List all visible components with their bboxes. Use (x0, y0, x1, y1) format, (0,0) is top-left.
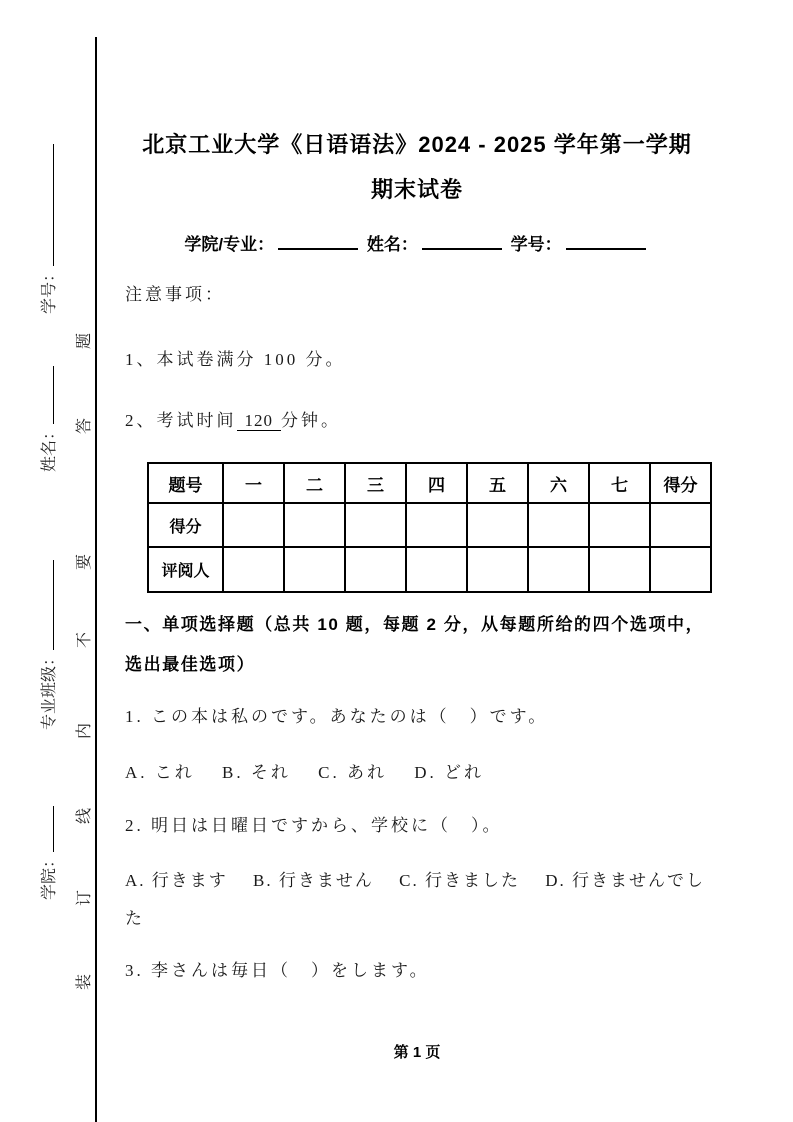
margin-name-blank (36, 366, 54, 424)
reviewer-cell (223, 547, 284, 592)
reviewer-cell (345, 547, 406, 592)
student-info-row (122, 230, 712, 255)
question-2-text: 2. 明日は日曜日ですから、学校に（ ）。 (125, 816, 503, 835)
question-3-text: 3. 李さんは毎日（ ）をします。 (125, 961, 430, 980)
margin-major-class-field (36, 545, 60, 730)
margin-name-label: 姓名： (41, 423, 58, 472)
margin-college-blank (36, 806, 54, 852)
binding-char-ti: 题 (76, 333, 93, 350)
reviewer-cell (650, 547, 711, 592)
binding-char-xian: 线 (76, 808, 93, 825)
score-row-label: 得分 (148, 503, 223, 547)
reviewer-cell (528, 547, 589, 592)
score-table-header-defen: 得分 (650, 463, 711, 503)
score-table (147, 462, 712, 593)
student-id-blank (566, 232, 646, 250)
page-title: 北京工业大学《日语语法》2024 - 2025 学年第一学期 (142, 132, 692, 157)
reviewer-cell (589, 547, 650, 592)
margin-student-id-blank (36, 144, 54, 266)
reviewer-row-label: 评阅人 (148, 547, 223, 592)
score-cell (345, 503, 406, 547)
name-blank (422, 232, 502, 250)
score-table-header-1: 一 (223, 463, 284, 503)
college-major-label: 学院/专业： (184, 235, 275, 254)
notice-item-2 (125, 406, 710, 431)
question-1-options: A. これ B. それ C. あれ D. どれ (125, 763, 484, 782)
binding-char-da: 答 (76, 418, 93, 435)
score-cell (406, 503, 467, 547)
binding-char-yao: 要 (76, 554, 93, 571)
score-table-header-6: 六 (528, 463, 589, 503)
score-table-header-4: 四 (406, 463, 467, 503)
question-2-options-line2: た (125, 909, 145, 928)
section-1-heading-line1: 一、单项选择题（总共 10 题，每题 2 分，从每题所给的四个选项中， (125, 615, 705, 634)
section-1-heading-line2: 选出最佳选项） (125, 655, 256, 674)
margin-student-id-label: 学号： (41, 265, 58, 314)
margin-major-class-label: 专业班级： (41, 649, 58, 730)
name-label: 姓名： (366, 235, 418, 254)
page-subtitle: 期末试卷 (370, 177, 463, 202)
page-number: 第 1 页 (393, 1044, 441, 1061)
score-cell (528, 503, 589, 547)
margin-college-field (36, 794, 60, 900)
score-table-header-3: 三 (345, 463, 406, 503)
reviewer-cell (284, 547, 345, 592)
score-table-header-5: 五 (467, 463, 528, 503)
notice-item-2-suffix: 分钟。 (281, 411, 341, 430)
question-1-text: 1. この本は私のです。あなたのは（ ）です。 (125, 707, 549, 726)
score-cell (589, 503, 650, 547)
score-cell (223, 503, 284, 547)
binding-char-nei: 内 (76, 723, 93, 740)
score-table-header-7: 七 (589, 463, 650, 503)
margin-student-id-field (36, 124, 60, 314)
notice-item-1: 1、本试卷满分 100 分。 (125, 350, 346, 369)
score-cell (650, 503, 711, 547)
binding-char-zhuang: 装 (76, 974, 93, 991)
binding-char-ding: 订 (76, 890, 93, 907)
exam-duration-value: 120 (237, 411, 282, 431)
score-table-header-timuhao: 题号 (148, 463, 223, 503)
notice-item-2-text: 2、考试时间 (125, 411, 237, 430)
college-major-blank (278, 232, 358, 250)
notice-heading: 注意事项： (125, 285, 225, 304)
binding-char-bu: 不 (76, 632, 93, 649)
margin-major-class-blank (36, 560, 54, 650)
question-2-options-line1: A. 行きます B. 行きません C. 行きました D. 行きませんでし (125, 871, 705, 890)
score-cell (467, 503, 528, 547)
score-table-header-2: 二 (284, 463, 345, 503)
margin-college-label: 学院： (41, 851, 58, 900)
reviewer-cell (467, 547, 528, 592)
reviewer-cell (406, 547, 467, 592)
score-cell (284, 503, 345, 547)
margin-name-field (36, 351, 60, 472)
binding-line (95, 37, 97, 1122)
student-id-label: 学号： (510, 235, 562, 254)
